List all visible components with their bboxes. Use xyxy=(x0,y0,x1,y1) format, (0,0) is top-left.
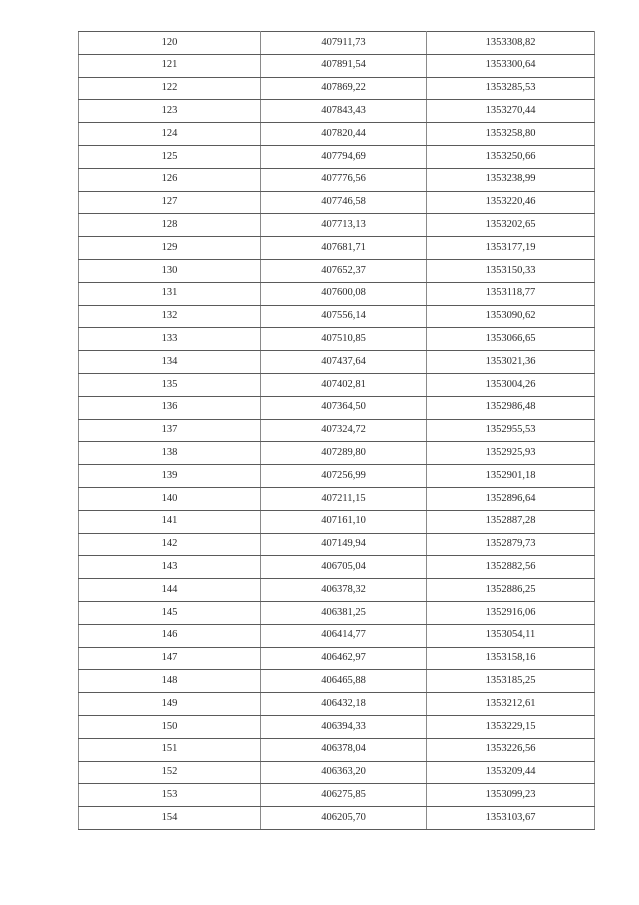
y-coordinate-cell: 1352916,06 xyxy=(427,601,595,624)
x-coordinate-cell: 406363,20 xyxy=(261,761,427,784)
y-coordinate-cell: 1353090,62 xyxy=(427,305,595,328)
table-row xyxy=(79,715,595,738)
y-coordinate-cell: 1353229,15 xyxy=(427,715,595,738)
point-number-cell: 148 xyxy=(79,670,261,693)
x-coordinate-cell: 407437,64 xyxy=(261,351,427,374)
point-number-cell: 121 xyxy=(79,54,261,77)
y-coordinate-cell: 1353250,66 xyxy=(427,145,595,168)
y-coordinate-cell: 1353158,16 xyxy=(427,647,595,670)
table-row xyxy=(79,305,595,328)
y-coordinate-cell: 1353103,67 xyxy=(427,807,595,830)
point-number-cell: 138 xyxy=(79,442,261,465)
x-coordinate-cell: 406394,33 xyxy=(261,715,427,738)
point-number-cell: 124 xyxy=(79,123,261,146)
point-number-cell: 142 xyxy=(79,533,261,556)
y-coordinate-cell: 1353054,11 xyxy=(427,624,595,647)
table-row xyxy=(79,579,595,602)
x-coordinate-cell: 407843,43 xyxy=(261,100,427,123)
point-number-cell: 133 xyxy=(79,328,261,351)
y-coordinate-cell: 1352901,18 xyxy=(427,465,595,488)
y-coordinate-cell: 1353226,56 xyxy=(427,738,595,761)
table-row xyxy=(79,624,595,647)
x-coordinate-cell: 406465,88 xyxy=(261,670,427,693)
point-number-cell: 137 xyxy=(79,419,261,442)
y-coordinate-cell: 1353177,19 xyxy=(427,237,595,260)
table-row xyxy=(79,259,595,282)
y-coordinate-cell: 1352925,93 xyxy=(427,442,595,465)
x-coordinate-cell: 407324,72 xyxy=(261,419,427,442)
table-row xyxy=(79,670,595,693)
table-row xyxy=(79,77,595,100)
point-number-cell: 151 xyxy=(79,738,261,761)
y-coordinate-cell: 1352986,48 xyxy=(427,396,595,419)
table-row xyxy=(79,32,595,55)
x-coordinate-cell: 407149,94 xyxy=(261,533,427,556)
point-number-cell: 139 xyxy=(79,465,261,488)
x-coordinate-cell: 407776,56 xyxy=(261,168,427,191)
y-coordinate-cell: 1352896,64 xyxy=(427,487,595,510)
y-coordinate-cell: 1352955,53 xyxy=(427,419,595,442)
point-number-cell: 152 xyxy=(79,761,261,784)
y-coordinate-cell: 1352882,56 xyxy=(427,556,595,579)
point-number-cell: 146 xyxy=(79,624,261,647)
table-row xyxy=(79,351,595,374)
table-row xyxy=(79,328,595,351)
point-number-cell: 122 xyxy=(79,77,261,100)
point-number-cell: 123 xyxy=(79,100,261,123)
point-number-cell: 143 xyxy=(79,556,261,579)
point-number-cell: 125 xyxy=(79,145,261,168)
table-row xyxy=(79,465,595,488)
y-coordinate-cell: 1353308,82 xyxy=(427,32,595,55)
table-row xyxy=(79,168,595,191)
point-number-cell: 147 xyxy=(79,647,261,670)
y-coordinate-cell: 1353220,46 xyxy=(427,191,595,214)
point-number-cell: 141 xyxy=(79,510,261,533)
table-row xyxy=(79,761,595,784)
x-coordinate-cell: 406705,04 xyxy=(261,556,427,579)
table-row xyxy=(79,556,595,579)
table-row xyxy=(79,693,595,716)
point-number-cell: 134 xyxy=(79,351,261,374)
x-coordinate-cell: 407891,54 xyxy=(261,54,427,77)
point-number-cell: 145 xyxy=(79,601,261,624)
y-coordinate-cell: 1353238,99 xyxy=(427,168,595,191)
y-coordinate-cell: 1353212,61 xyxy=(427,693,595,716)
y-coordinate-cell: 1353099,23 xyxy=(427,784,595,807)
x-coordinate-cell: 407652,37 xyxy=(261,259,427,282)
x-coordinate-cell: 406378,32 xyxy=(261,579,427,602)
table-row xyxy=(79,145,595,168)
table-row xyxy=(79,100,595,123)
x-coordinate-cell: 406381,25 xyxy=(261,601,427,624)
x-coordinate-cell: 406205,70 xyxy=(261,807,427,830)
y-coordinate-cell: 1353066,65 xyxy=(427,328,595,351)
y-coordinate-cell: 1353185,25 xyxy=(427,670,595,693)
y-coordinate-cell: 1352879,73 xyxy=(427,533,595,556)
x-coordinate-cell: 406378,04 xyxy=(261,738,427,761)
table-row xyxy=(79,510,595,533)
point-number-cell: 128 xyxy=(79,214,261,237)
table-row xyxy=(79,601,595,624)
x-coordinate-cell: 407556,14 xyxy=(261,305,427,328)
table-row xyxy=(79,442,595,465)
y-coordinate-cell: 1353202,65 xyxy=(427,214,595,237)
table-row xyxy=(79,396,595,419)
table-row xyxy=(79,214,595,237)
x-coordinate-cell: 407794,69 xyxy=(261,145,427,168)
y-coordinate-cell: 1353270,44 xyxy=(427,100,595,123)
point-number-cell: 149 xyxy=(79,693,261,716)
y-coordinate-cell: 1353258,80 xyxy=(427,123,595,146)
x-coordinate-cell: 407161,10 xyxy=(261,510,427,533)
x-coordinate-cell: 407211,15 xyxy=(261,487,427,510)
y-coordinate-cell: 1353285,53 xyxy=(427,77,595,100)
x-coordinate-cell: 407681,71 xyxy=(261,237,427,260)
table-row xyxy=(79,807,595,830)
table-row xyxy=(79,647,595,670)
table-row xyxy=(79,419,595,442)
x-coordinate-cell: 407869,22 xyxy=(261,77,427,100)
point-number-cell: 144 xyxy=(79,579,261,602)
table-row xyxy=(79,191,595,214)
x-coordinate-cell: 406432,18 xyxy=(261,693,427,716)
y-coordinate-cell: 1352887,28 xyxy=(427,510,595,533)
point-number-cell: 120 xyxy=(79,32,261,55)
point-number-cell: 127 xyxy=(79,191,261,214)
coordinates-table-body xyxy=(79,32,595,830)
point-number-cell: 154 xyxy=(79,807,261,830)
table-row xyxy=(79,373,595,396)
table-row xyxy=(79,282,595,305)
point-number-cell: 153 xyxy=(79,784,261,807)
x-coordinate-cell: 406462,97 xyxy=(261,647,427,670)
point-number-cell: 132 xyxy=(79,305,261,328)
point-number-cell: 140 xyxy=(79,487,261,510)
y-coordinate-cell: 1353150,33 xyxy=(427,259,595,282)
y-coordinate-cell: 1353209,44 xyxy=(427,761,595,784)
point-number-cell: 129 xyxy=(79,237,261,260)
x-coordinate-cell: 407289,80 xyxy=(261,442,427,465)
table-row xyxy=(79,487,595,510)
y-coordinate-cell: 1353021,36 xyxy=(427,351,595,374)
y-coordinate-cell: 1352886,25 xyxy=(427,579,595,602)
x-coordinate-cell: 407402,81 xyxy=(261,373,427,396)
table-row xyxy=(79,123,595,146)
x-coordinate-cell: 407256,99 xyxy=(261,465,427,488)
point-number-cell: 131 xyxy=(79,282,261,305)
y-coordinate-cell: 1353118,77 xyxy=(427,282,595,305)
coordinates-table xyxy=(78,31,595,830)
x-coordinate-cell: 407510,85 xyxy=(261,328,427,351)
x-coordinate-cell: 407820,44 xyxy=(261,123,427,146)
point-number-cell: 135 xyxy=(79,373,261,396)
x-coordinate-cell: 407364,50 xyxy=(261,396,427,419)
x-coordinate-cell: 407911,73 xyxy=(261,32,427,55)
point-number-cell: 136 xyxy=(79,396,261,419)
table-row xyxy=(79,54,595,77)
x-coordinate-cell: 406414,77 xyxy=(261,624,427,647)
y-coordinate-cell: 1353004,26 xyxy=(427,373,595,396)
table-row xyxy=(79,738,595,761)
x-coordinate-cell: 407713,13 xyxy=(261,214,427,237)
table-row xyxy=(79,237,595,260)
x-coordinate-cell: 406275,85 xyxy=(261,784,427,807)
point-number-cell: 150 xyxy=(79,715,261,738)
x-coordinate-cell: 407746,58 xyxy=(261,191,427,214)
y-coordinate-cell: 1353300,64 xyxy=(427,54,595,77)
point-number-cell: 130 xyxy=(79,259,261,282)
table-row xyxy=(79,533,595,556)
point-number-cell: 126 xyxy=(79,168,261,191)
x-coordinate-cell: 407600,08 xyxy=(261,282,427,305)
table-row xyxy=(79,784,595,807)
